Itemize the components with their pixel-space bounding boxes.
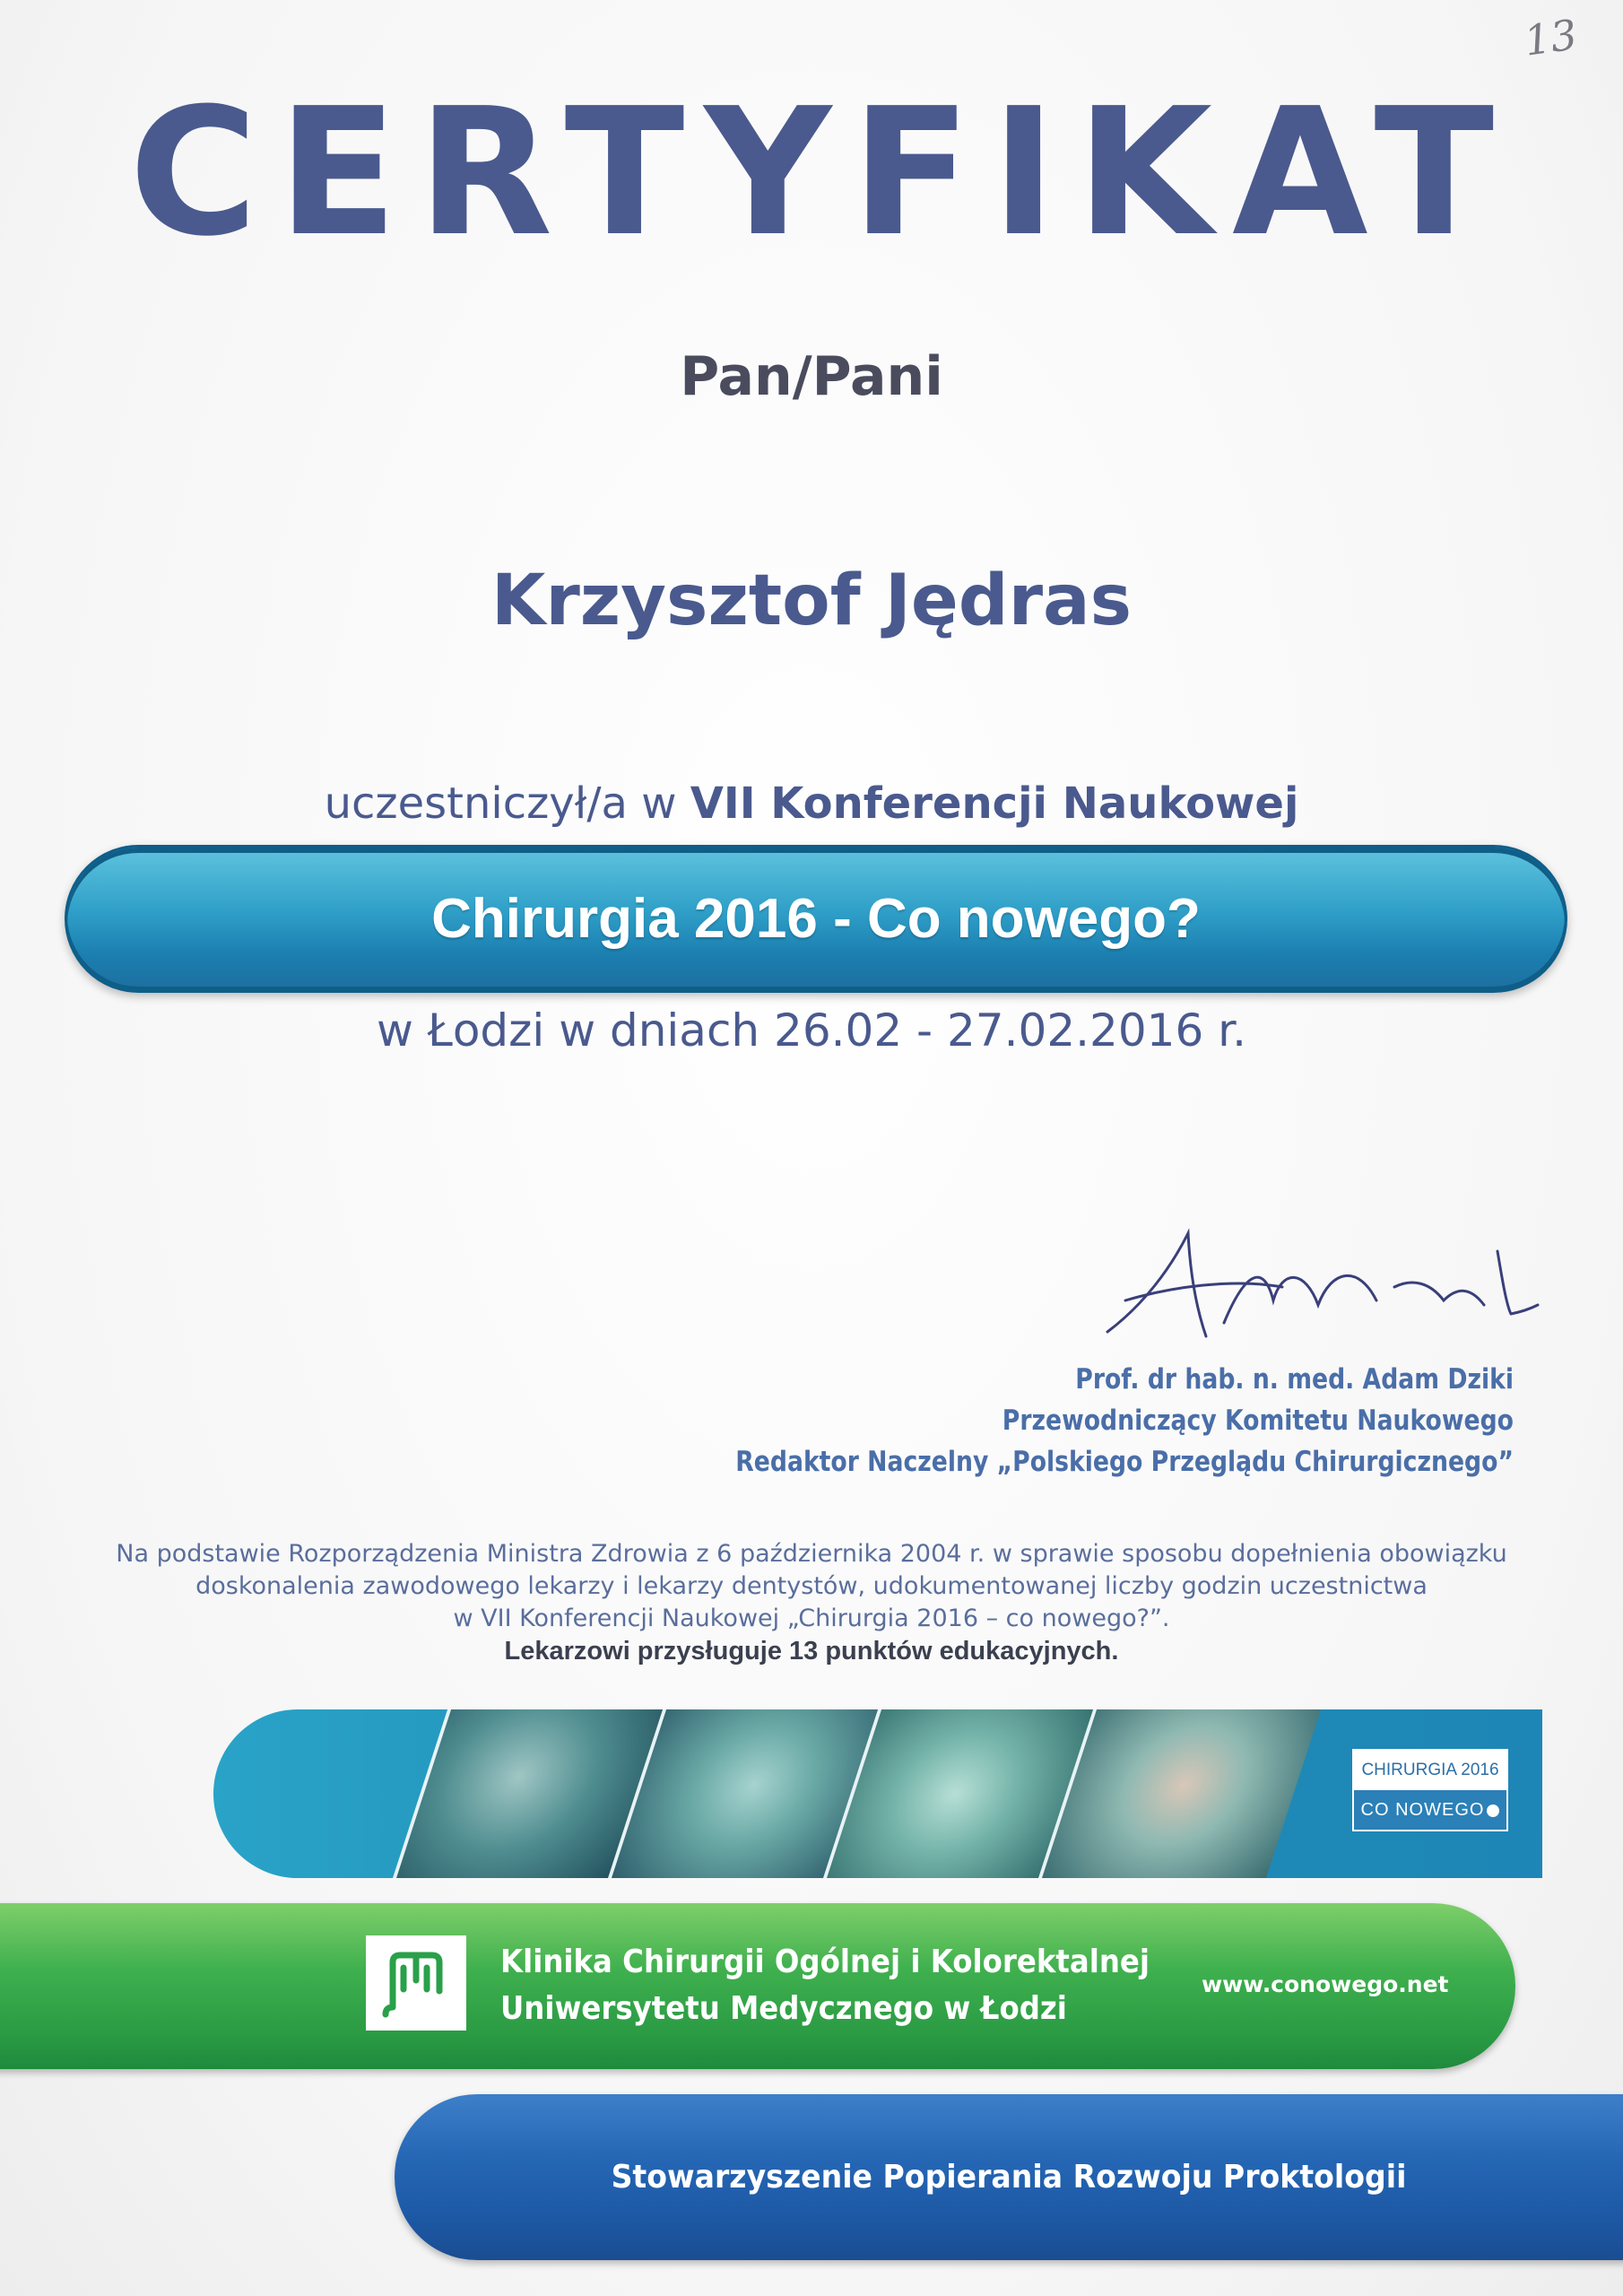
basis-line: w VII Konferencji Naukowej „Chirurgia 2016 – co nowego?”.	[453, 1605, 1170, 1632]
basis-line: doskonalenia zawodowego lekarzy i lekarzy dentystów, udokumentowanej liczby godzin uczestnictwa	[195, 1572, 1428, 1600]
salutation: Pan/Pani	[680, 345, 943, 408]
basis-line: Na podstawie Rozporządzenia Ministra Zdrowia z 6 października 2004 r. w sprawie sposobu dopełnienia obowiązku	[116, 1540, 1507, 1568]
clinic-name	[500, 1939, 1150, 2032]
clinic-name-line: Klinika Chirurgii Ogólnej i Kolorektalnej	[500, 1944, 1150, 1980]
signatory-name: Prof. dr hab. n. med. Adam Dziki	[1075, 1363, 1514, 1396]
clinic-name-line: Uniwersytetu Medycznego w Łodzi	[500, 1990, 1067, 2027]
handwritten-page-number: 13	[1521, 10, 1581, 65]
colon-logo-icon	[366, 1935, 466, 2031]
badge-top-label: CHIRURGIA 2016	[1361, 1761, 1499, 1779]
question-circle-icon	[1487, 1805, 1499, 1817]
education-points: Lekarzowi przysługuje 13 punktów edukacyjnych.	[504, 1637, 1119, 1665]
participant-name: Krzysztof Jędras	[490, 561, 1133, 641]
participation-line	[0, 778, 1623, 829]
surgery-photo-strip	[213, 1709, 1542, 1878]
badge-bottom-text: CO NOWEGO	[1360, 1800, 1485, 1820]
location-dates: w Łodzi w dniach 26.02 - 27.02.2016 r.	[376, 1004, 1247, 1057]
signature-image	[1089, 1215, 1610, 1350]
clinic-logo	[366, 1935, 466, 2031]
conference-banner-title: Chirurgia 2016 - Co nowego?	[431, 888, 1201, 950]
website-link: www.conowego.net	[1202, 1971, 1449, 1997]
society-name: Stowarzyszenie Popierania Rozwoju Proktologii	[611, 2159, 1407, 2196]
signatory-role: Redaktor Naczelny „Polskiego Przeglądu Chirurgicznego”	[735, 1446, 1514, 1478]
badge-bottom-label	[1354, 1790, 1506, 1830]
signatory-block	[735, 1359, 1514, 1483]
legal-basis-text	[0, 1538, 1623, 1667]
signatory-role: Przewodniczący Komitetu Naukowego	[1002, 1405, 1514, 1437]
conference-badge	[1352, 1749, 1508, 1831]
participation-prefix: uczestniczył/a w	[324, 778, 677, 829]
conference-name: VII Konferencji Naukowej	[690, 778, 1299, 829]
certificate-title: CERTYFIKAT	[128, 71, 1515, 275]
